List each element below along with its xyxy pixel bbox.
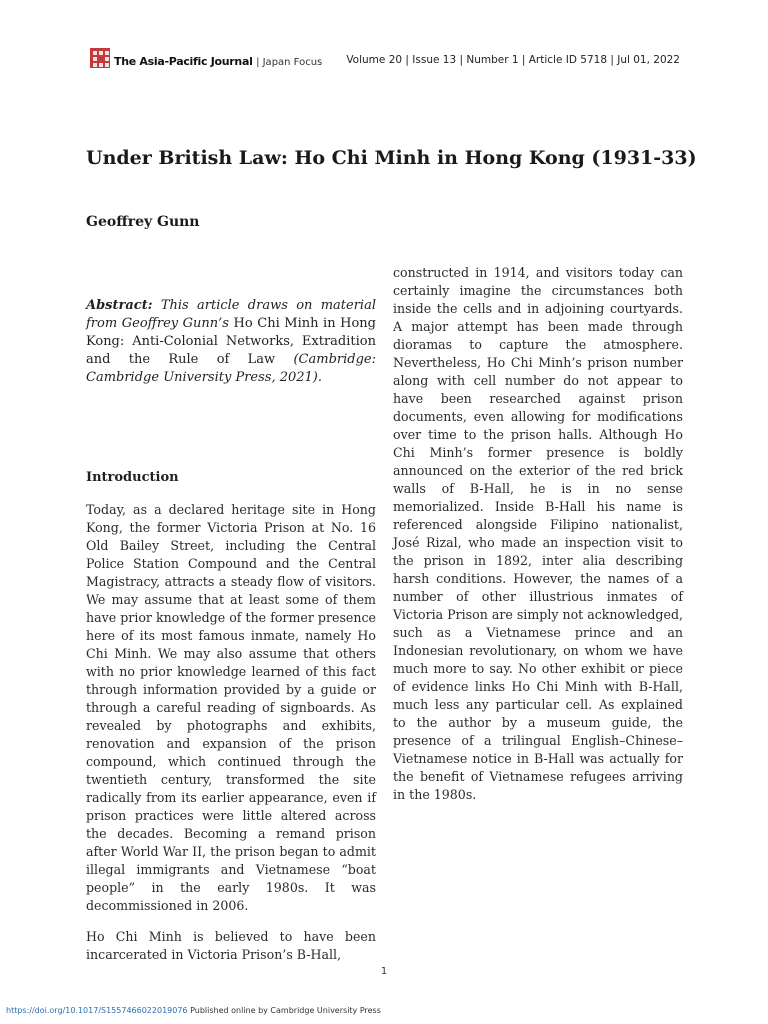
abstract-italic-2: (Cambridge: Cambridge University Press, 2021).: [86, 352, 376, 385]
article-title: Under British Law: Ho Chi Minh in Hong Kong (1931-33): [86, 147, 697, 169]
abstract-block: [86, 297, 376, 387]
doi-link[interactable]: https://doi.org/10.1017/S1557466022019076: [6, 1006, 188, 1015]
journal-name: The Asia-Pacific Journal: [114, 55, 253, 68]
abstract-italic-1: This article draws on material from Geoffrey Gunn’s: [86, 298, 376, 331]
published-note: Published online by Cambridge University Press: [187, 1006, 381, 1015]
paragraph-2-continued: constructed in 1914, and visitors today can certainly imagine the circumstances both inside the cells and in adjoining courtyards. A major attempt has been made through dioramas to capture the atmosphere. Nevertheless, Ho Chi Minh’s prison number along with cell number do not appear to have been researched against prison documents, even allowing for modifications over time to the prison halls. Although Ho Chi Minh’s former presence is boldly announced on the exterior of the red brick walls of B-Hall, he is in no sense memorialized. Inside B-Hall his name is referenced alongside Filipino nationalist, José Rizal, who made an inspection visit to the prison in 1892, inter alia describing harsh conditions. However, the names of a number of other illustrious inmates of Victoria Prison are simply not acknowledged, such as a Vietnamese prince and an Indonesian revolutionary, on whom we have much more to say. No other exhibit or piece of evidence links Ho Chi Minh with B-Hall, much less any particular cell. As explained to the author by a museum guide, the presence of a trilingual English–Chinese–Vietnamese notice in B-Hall was actually for the benefit of Vietnamese refugees arriving in the 1980s.: [393, 265, 684, 802]
page-number: 1: [380, 966, 388, 977]
journal-subname: | Japan Focus: [256, 57, 323, 68]
issue-info: Volume 20 | Issue 13 | Number 1 | Article ID 5718 | Jul 01, 2022: [346, 54, 680, 66]
paragraph-1: Today, as a declared heritage site in Hong Kong, the former Victoria Prison at No. 16 Old Bailey Street, including the Central Police Station Compound and the Central Magistracy, attracts a steady flow of visitors. We may assume that at least some of them have prior knowledge of the former presence here of its most famous inmate, namely Ho Chi Minh. We may also assume that others with no prior knowledge learned of this fact through information provided by a guide or through a careful reading of signboards. As revealed by photographs and exhibits, renovation and expansion of the prison compound, which continued through the twentieth century, transformed the site radically from its earlier appearance, even if prison practices were little altered across the decades. Becoming a remand prison after World War II, the prison began to admit illegal immigrants and Vietnamese “boat people” in the early 1980s. It was decommissioned in 2006.: [86, 502, 376, 913]
footer: [6, 1006, 381, 1015]
journal-logo-icon: [90, 48, 110, 68]
section-heading-introduction: Introduction: [86, 470, 179, 485]
abstract-label: Abstract:: [86, 298, 153, 313]
paragraph-2: Ho Chi Minh is believed to have been incarcerated in Victoria Prison’s B-Hall,: [86, 929, 376, 962]
journal-logo: [90, 48, 322, 68]
abstract-book-title: Ho Chi Minh in Hong Kong: Anti-Colonial Networks, Extradition and the Rule of Law: [86, 316, 376, 367]
body-column-left: [86, 501, 376, 977]
body-column-right: [393, 264, 683, 817]
article-author: Geoffrey Gunn: [86, 214, 200, 230]
